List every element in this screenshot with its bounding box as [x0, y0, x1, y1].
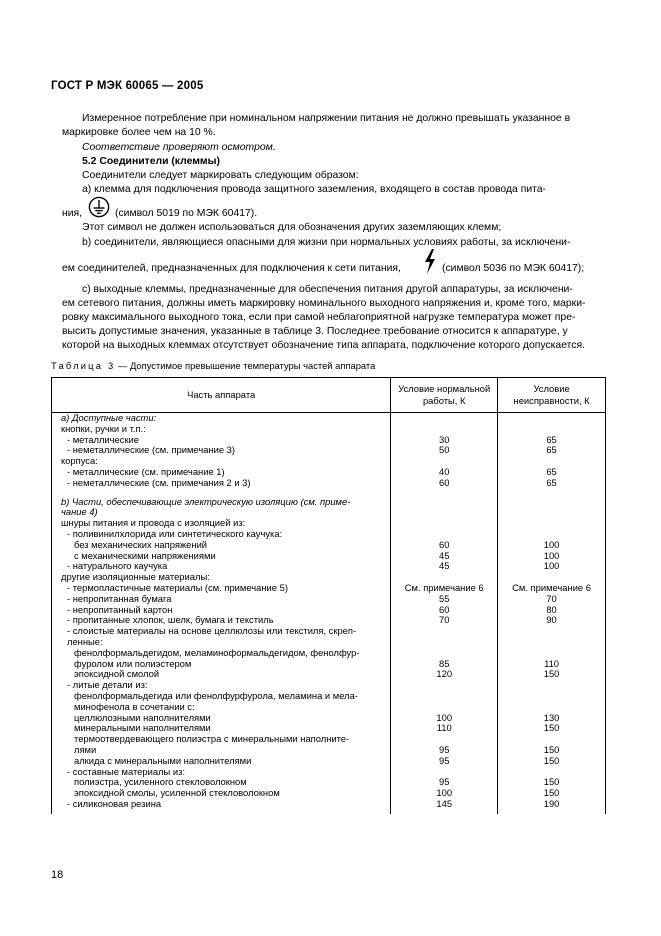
- cell-normal: [391, 518, 498, 529]
- table-row: [52, 756, 606, 767]
- header-normal: [391, 378, 498, 413]
- cell-part: другие изоляционные материалы:: [52, 572, 391, 583]
- cell-normal: 60: [391, 540, 498, 551]
- cell-normal: [391, 489, 498, 497]
- cell-fault: [498, 680, 606, 691]
- cell-part: термоотвердевающего полиэстра с минеральными наполните-: [52, 734, 391, 745]
- cell-part: - металлические (см. примечание 1): [52, 467, 391, 478]
- cell-fault: [498, 691, 606, 702]
- paragraph-line: высить допустимые значения, указанные в таблице 3. Последнее требование относится к аппаратуре, у: [62, 326, 568, 337]
- cell-normal: 145: [391, 799, 498, 810]
- cell-fault: [498, 626, 606, 637]
- cell-normal: 30: [391, 435, 498, 446]
- cell-fault: 150: [498, 723, 606, 734]
- page-number: 18: [51, 869, 64, 881]
- paragraph-line: ем сетевого питания, должны иметь маркировку номинального выходного напряжения и, кроме того, марки-: [62, 298, 586, 309]
- cell-normal: 95: [391, 745, 498, 756]
- spacer-cell: [498, 810, 606, 814]
- cell-part: - слоистые материалы на основе целлюлозы или текстиля, скреп-: [52, 626, 391, 637]
- paragraph-line: которой на выходных клеммах отсутствует обозначение типа аппарата, подключение которого допускается.: [62, 340, 585, 351]
- cell-fault: 150: [498, 669, 606, 680]
- table-header-row: [52, 378, 606, 413]
- section-heading: 5.2 Соединители (клеммы): [82, 156, 220, 167]
- cell-normal: [391, 691, 498, 702]
- header-fault-line2: неисправности, К: [513, 395, 590, 406]
- cell-part: минофенола в сочетании с:: [52, 702, 391, 713]
- document-header: ГОСТ Р МЭК 60065 — 2005: [51, 80, 204, 92]
- header-normal-line2: работы, К: [422, 395, 466, 406]
- cell-normal: 60: [391, 478, 498, 489]
- cell-part: - натурального каучука: [52, 561, 391, 572]
- cell-part: чание 4): [52, 507, 391, 518]
- cell-normal: [391, 648, 498, 659]
- table-row: [52, 626, 606, 637]
- table-caption-label: Таблица 3: [51, 360, 116, 371]
- cell-part: - литые детали из:: [52, 680, 391, 691]
- cell-part: - пропитанные хлопок, шелк, бумага и текстиль: [52, 615, 391, 626]
- cell-fault: 65: [498, 445, 606, 456]
- cell-fault: 100: [498, 561, 606, 572]
- cell-fault: 65: [498, 467, 606, 478]
- cell-fault: [498, 648, 606, 659]
- cell-fault: 65: [498, 435, 606, 446]
- cell-normal: 100: [391, 788, 498, 799]
- cell-fault: 150: [498, 745, 606, 756]
- paragraph-line: (символ 5019 по МЭК 60417).: [115, 208, 258, 219]
- table-row: [52, 445, 606, 456]
- cell-part: полиэстра, усиленного стекловолокном: [52, 777, 391, 788]
- cell-normal: [391, 637, 498, 648]
- compliance-note: Соответствие проверяют осмотром.: [82, 142, 276, 153]
- table-row: [52, 702, 606, 713]
- cell-normal: [391, 413, 498, 424]
- cell-part: - силиконовая резина: [52, 799, 391, 810]
- cell-normal: 45: [391, 551, 498, 562]
- cell-fault: 150: [498, 756, 606, 767]
- cell-normal: [391, 702, 498, 713]
- cell-fault: [498, 497, 606, 508]
- cell-part: алкида с минеральными наполнителями: [52, 756, 391, 767]
- cell-normal: 60: [391, 605, 498, 616]
- cell-part: - непропитанная бумага: [52, 594, 391, 605]
- table-body: [52, 413, 606, 814]
- paragraph-line: Измеренное потребление при номинальном напряжении питания не должно превышать указанное в: [82, 113, 571, 124]
- paragraph-line: ния,: [62, 208, 83, 219]
- cell-fault: 65: [498, 478, 606, 489]
- cell-fault: 110: [498, 659, 606, 670]
- cell-normal: 95: [391, 777, 498, 788]
- cell-normal: См. примечание 6: [391, 583, 498, 594]
- cell-normal: [391, 680, 498, 691]
- paragraph-line: ем соединителей, предназначенных для подключения к сети питания,: [62, 263, 401, 274]
- cell-fault: [498, 518, 606, 529]
- cell-fault: 100: [498, 540, 606, 551]
- cell-normal: 110: [391, 723, 498, 734]
- protective-earth-icon: [88, 196, 110, 218]
- cell-normal: 95: [391, 756, 498, 767]
- cell-fault: 90: [498, 615, 606, 626]
- cell-part: фенолформальдегидом, меламиноформальдегидом, фенолфур-: [52, 648, 391, 659]
- table-row: [52, 540, 606, 551]
- paragraph-line: маркировке более чем на 10 %.: [62, 127, 216, 138]
- cell-normal: [391, 424, 498, 435]
- cell-part: эпоксидной смолой: [52, 669, 391, 680]
- cell-part: корпуса:: [52, 456, 391, 467]
- cell-normal: 120: [391, 669, 498, 680]
- cell-normal: [391, 497, 498, 508]
- cell-part: кнопки, ручки и т.п.:: [52, 424, 391, 435]
- cell-fault: [498, 507, 606, 518]
- cell-normal: 85: [391, 659, 498, 670]
- cell-part: шнуры питания и провода с изоляцией из:: [52, 518, 391, 529]
- cell-fault: 80: [498, 605, 606, 616]
- cell-fault: [498, 424, 606, 435]
- cell-normal: 70: [391, 615, 498, 626]
- cell-normal: [391, 626, 498, 637]
- paragraph-line: Этот символ не должен использоваться для обозначения других заземляющих клемм;: [82, 222, 502, 233]
- paragraph-line: a) клемма для подключения провода защитного заземления, входящего в состав провода пита-: [82, 184, 547, 195]
- cell-fault: [498, 702, 606, 713]
- cell-part: фенолформальдегида или фенолфурфурола, меламина и мела-: [52, 691, 391, 702]
- cell-normal: 50: [391, 445, 498, 456]
- cell-part: - неметаллические (см. примечания 2 и 3): [52, 478, 391, 489]
- cell-fault: 100: [498, 551, 606, 562]
- cell-fault: 190: [498, 799, 606, 810]
- cell-part: с механическими напряжениями: [52, 551, 391, 562]
- header-fault: [498, 378, 606, 413]
- cell-fault: См. примечание 6: [498, 583, 606, 594]
- cell-part: фуролом или полиэстером: [52, 659, 391, 670]
- cell-fault: 150: [498, 777, 606, 788]
- cell-fault: 130: [498, 713, 606, 724]
- cell-part: a) Доступные части:: [52, 413, 391, 424]
- table-row: [52, 478, 606, 489]
- paragraph-line: ровку максимального выходного тока, если при самой неблагоприятной нагрузке температура может пре-: [62, 312, 576, 323]
- table-row: [52, 497, 606, 508]
- cell-part: лями: [52, 745, 391, 756]
- spacer-cell: [52, 810, 391, 814]
- cell-fault: [498, 489, 606, 497]
- paragraph-line: (символ 5036 по МЭК 60417);: [442, 263, 585, 274]
- header-part: Часть аппарата: [52, 378, 391, 413]
- cell-part: - термопластичные материалы (см. примечание 5): [52, 583, 391, 594]
- table-caption: [51, 360, 375, 371]
- header-normal-line1: Условие нормальной: [398, 383, 491, 394]
- table-row: [52, 648, 606, 659]
- cell-part: ленные:: [52, 637, 391, 648]
- cell-part: целлюлозными наполнителями: [52, 713, 391, 724]
- cell-normal: [391, 507, 498, 518]
- cell-fault: 70: [498, 594, 606, 605]
- cell-part: - неметаллические (см. примечание 3): [52, 445, 391, 456]
- cell-part: эпоксидной смолы, усиленной стекловолокном: [52, 788, 391, 799]
- table-caption-text: — Допустимое превышение температуры частей аппарата: [118, 360, 376, 371]
- table-bottom-spacer: [52, 810, 606, 814]
- temperature-table: [51, 377, 606, 814]
- cell-fault: [498, 413, 606, 424]
- cell-normal: 45: [391, 561, 498, 572]
- header-fault-line1: Условие: [533, 383, 570, 394]
- cell-normal: 55: [391, 594, 498, 605]
- cell-normal: 100: [391, 713, 498, 724]
- cell-part: минеральными наполнителями: [52, 723, 391, 734]
- paragraph-line: Соединители следует маркировать следующим образом:: [82, 170, 359, 181]
- table-row: [52, 734, 606, 745]
- paragraph-line: c) выходные клеммы, предназначенные для обеспечения питания другой аппаратуры, за исключени-: [82, 284, 573, 295]
- cell-fault: 150: [498, 788, 606, 799]
- spacer-cell: [391, 810, 498, 814]
- cell-normal: 40: [391, 467, 498, 478]
- table-row: [52, 424, 606, 435]
- paragraph-line: b) соединители, являющиеся опасными для жизни при нормальных условиях работы, за исключени-: [82, 237, 571, 248]
- table-row: [52, 799, 606, 810]
- cell-part: - металлические: [52, 435, 391, 446]
- cell-part: - составные материалы из:: [52, 767, 391, 778]
- dangerous-voltage-icon: [423, 248, 437, 276]
- cell-fault: [498, 637, 606, 648]
- cell-part: без механических напряжений: [52, 540, 391, 551]
- table-row: [52, 594, 606, 605]
- cell-part: - поливинилхлорида или синтетического каучука:: [52, 529, 391, 540]
- cell-part: - непропитанный картон: [52, 605, 391, 616]
- cell-part: b) Части, обеспечивающие электрическую изоляцию (см. приме-: [52, 497, 391, 508]
